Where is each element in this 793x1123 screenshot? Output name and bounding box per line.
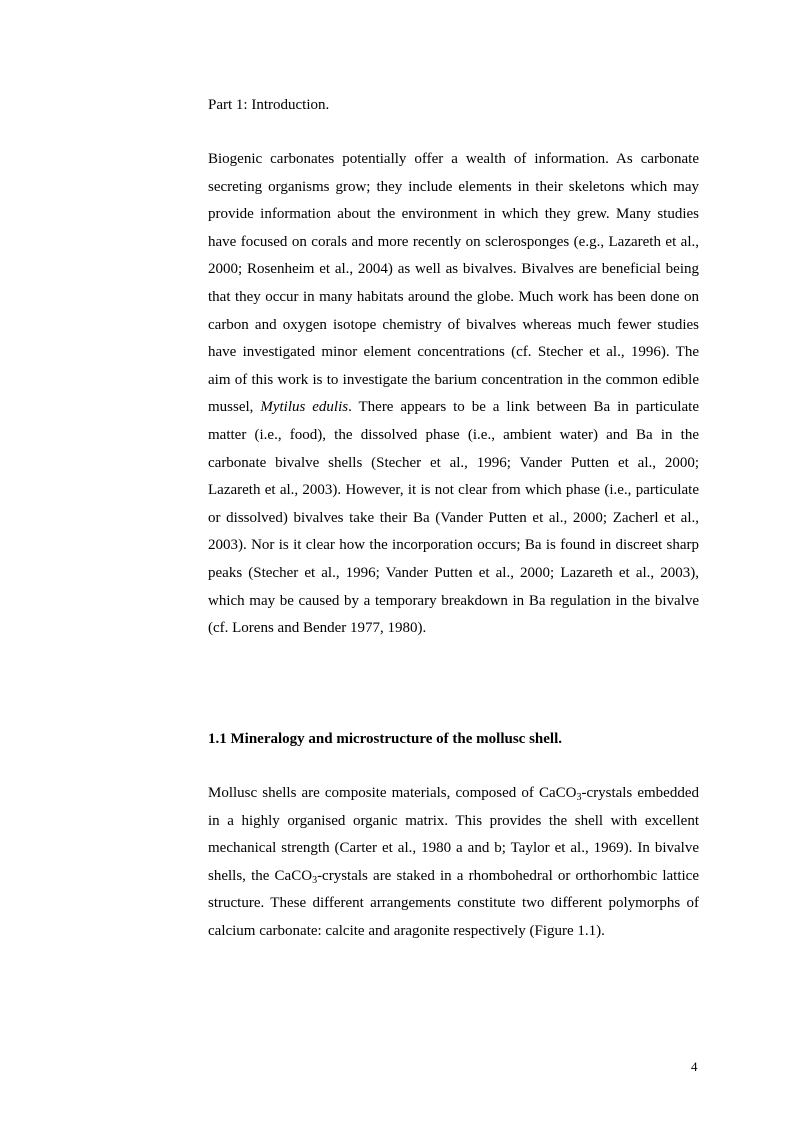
part-heading: Part 1: Introduction.	[208, 97, 330, 113]
species-name-italic: Mytilus edulis	[260, 399, 349, 416]
mineralogy-paragraph	[208, 780, 699, 946]
intro-paragraph	[208, 146, 699, 643]
subscript-3: 3	[312, 874, 318, 886]
mineral-text-part1: Mollusc shells are composite materials, composed of CaCO	[208, 785, 577, 801]
mineral-text-part3: -crystals are staked in a rhombohedral or orthorhombic lattice structure. These different arrangements constitute two different polymorphs of calcium carbonate: calcite and aragonite respectively (Figure 1.1).	[208, 867, 700, 939]
subscript-3: 3	[576, 792, 582, 803]
intro-text-after-italic: . There appears to be a link between Ba in particulate matter (i.e., food), the dissolved phase (i.e., ambient water) and Ba in the carbonate bivalve shells (Stecher et al., 1996; Vander Putten et al., 2000; Lazareth et al., 2003). However, it is not clear from which phase (i.e., particulate or dissolved) bivalves take their Ba (Vander Putten et al., 2000; Zacherl et al., 2003). Nor is it clear how the incorporation occurs; Ba is found in discreet sharp peaks (Stecher et al., 1996; Vander Putten et al., 2000; Lazareth et al., 2003), which may be caused by a temporary breakdown in Ba regulation in the bivalve (cf. Lorens and Bender 1977, 1980).	[208, 399, 699, 637]
page-number: 4	[691, 1059, 698, 1074]
intro-text-before-italic: Biogenic carbonates potentially offer a wealth of information. As carbonate secreting organisms grow; they include elements in their skeletons which may provide information about the environment in which they grew. Many studies have focused on corals and more recently on sclerosponges (e.g., Lazareth et al., 2000; Rosenheim et al., 2004) as well as bivalves. Bivalves are beneficial being that they occur in many habitats around the globe. Much work has been done on carbon and oxygen isotope chemistry of bivalves whereas much fewer studies have investigated minor element concentrations (cf. Stecher et al., 1996). The aim of this work is to investigate the barium concentration in the common edible mussel,	[208, 151, 699, 416]
mineral-text-part2: -crystals embedded in a highly organised organic matrix. This provides the shell with excellent mechanical strength (Carter et al., 1980 a and b; Taylor et al., 1969). In bivalve shells, the CaCO	[208, 785, 699, 884]
section-heading: 1.1 Mineralogy and microstructure of the mollusc shell.	[208, 731, 562, 747]
